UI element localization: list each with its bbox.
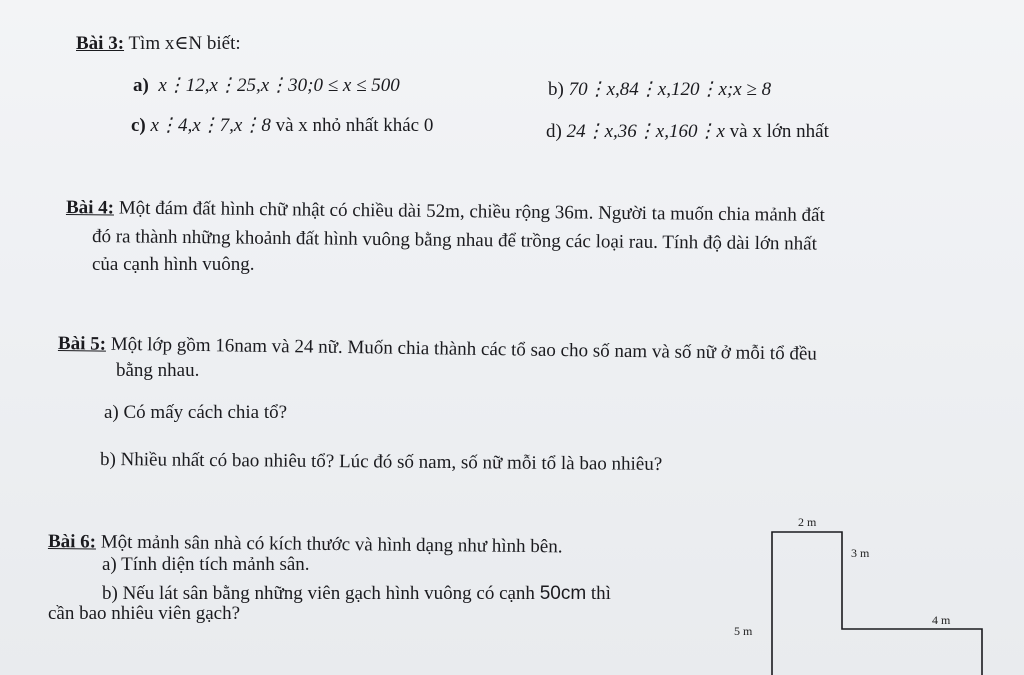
bai3-title: Tìm x∈N biết: bbox=[124, 33, 241, 54]
dimension-top-width: 2 m bbox=[798, 515, 817, 529]
bai6-label: Bài 6: bbox=[47, 531, 97, 553]
bai4-line-3: của cạnh hình vuông. bbox=[92, 254, 255, 275]
bai6-b-text: b) Nếu lát sân bằng những viên gạch hình vuông có cạnh bbox=[102, 583, 540, 604]
bai3-part-c bbox=[131, 114, 433, 138]
bai3-label: Bài 3: bbox=[76, 33, 125, 54]
bai5-line-2: bằng nhau. bbox=[116, 360, 200, 381]
bai6-tile-size: 50cm bbox=[539, 583, 587, 604]
bai3-part-b bbox=[548, 78, 771, 102]
bai3-d-expression: 24⋮x,36⋮x,160⋮x bbox=[566, 121, 725, 142]
bai3-b-prefix: b) bbox=[548, 79, 564, 100]
bai5-label: Bài 5: bbox=[57, 333, 107, 355]
dimension-right-width: 4 m bbox=[932, 613, 951, 627]
bai3-a-expression: x⋮12,x⋮25,x⋮30;0 ≤ x ≤ 500 bbox=[158, 75, 400, 96]
bai6-b-end: thì bbox=[586, 583, 611, 604]
bai5-part-a: a) Có mấy cách chia tổ? bbox=[104, 402, 288, 423]
bai5-text-1: Một lớp gồm 16nam và 24 nữ. Muốn chia thành các tổ sao cho số nam và số nữ ở mỗi tổ đều bbox=[105, 333, 817, 365]
yard-outline bbox=[772, 532, 982, 675]
bai6-part-a: a) Tính diện tích mảnh sân. bbox=[102, 554, 310, 575]
bai3-b-expression: 70⋮x,84⋮x,120⋮x;x ≥ 8 bbox=[568, 79, 772, 100]
bai3-c-prefix: c) bbox=[131, 115, 146, 136]
bai3-c-expression: x⋮4,x⋮7,x⋮8 bbox=[150, 115, 271, 136]
yard-shape-figure bbox=[720, 505, 1020, 675]
bai4-text-1: Một đám đất hình chữ nhật có chiều dài 52m, chiều rộng 36m. Người ta muốn chia mảnh đất bbox=[113, 197, 825, 226]
bai6-text-1: Một mảnh sân nhà có kích thước và hình dạng như hình bên. bbox=[95, 531, 563, 558]
bai3-part-d bbox=[546, 120, 829, 144]
bai3-d-prefix: d) bbox=[546, 121, 562, 142]
bai3-heading bbox=[76, 32, 241, 56]
bai5-part-b: b) Nhiều nhất có bao nhiêu tổ? Lúc đó số nam, số nữ mỗi tổ là bao nhiêu? bbox=[99, 449, 663, 475]
bai4-label: Bài 4: bbox=[65, 197, 115, 219]
bai6-line-3: cần bao nhiêu viên gạch? bbox=[48, 603, 241, 624]
bai4-line-1 bbox=[66, 196, 825, 228]
dimension-total-height: 5 m bbox=[734, 624, 753, 638]
bai3-part-a bbox=[133, 74, 400, 98]
bai4-line-2: đó ra thành những khoảnh đất hình vuông bằng nhau để trồng các loại rau. Tính độ dài lớn nhất bbox=[91, 226, 818, 255]
bai3-a-prefix: a) bbox=[133, 75, 149, 96]
bai3-d-text: và x lớn nhất bbox=[724, 121, 829, 142]
dimension-step-height: 3 m bbox=[851, 546, 870, 560]
bai3-c-text: và x nhỏ nhất khác 0 bbox=[270, 115, 434, 136]
